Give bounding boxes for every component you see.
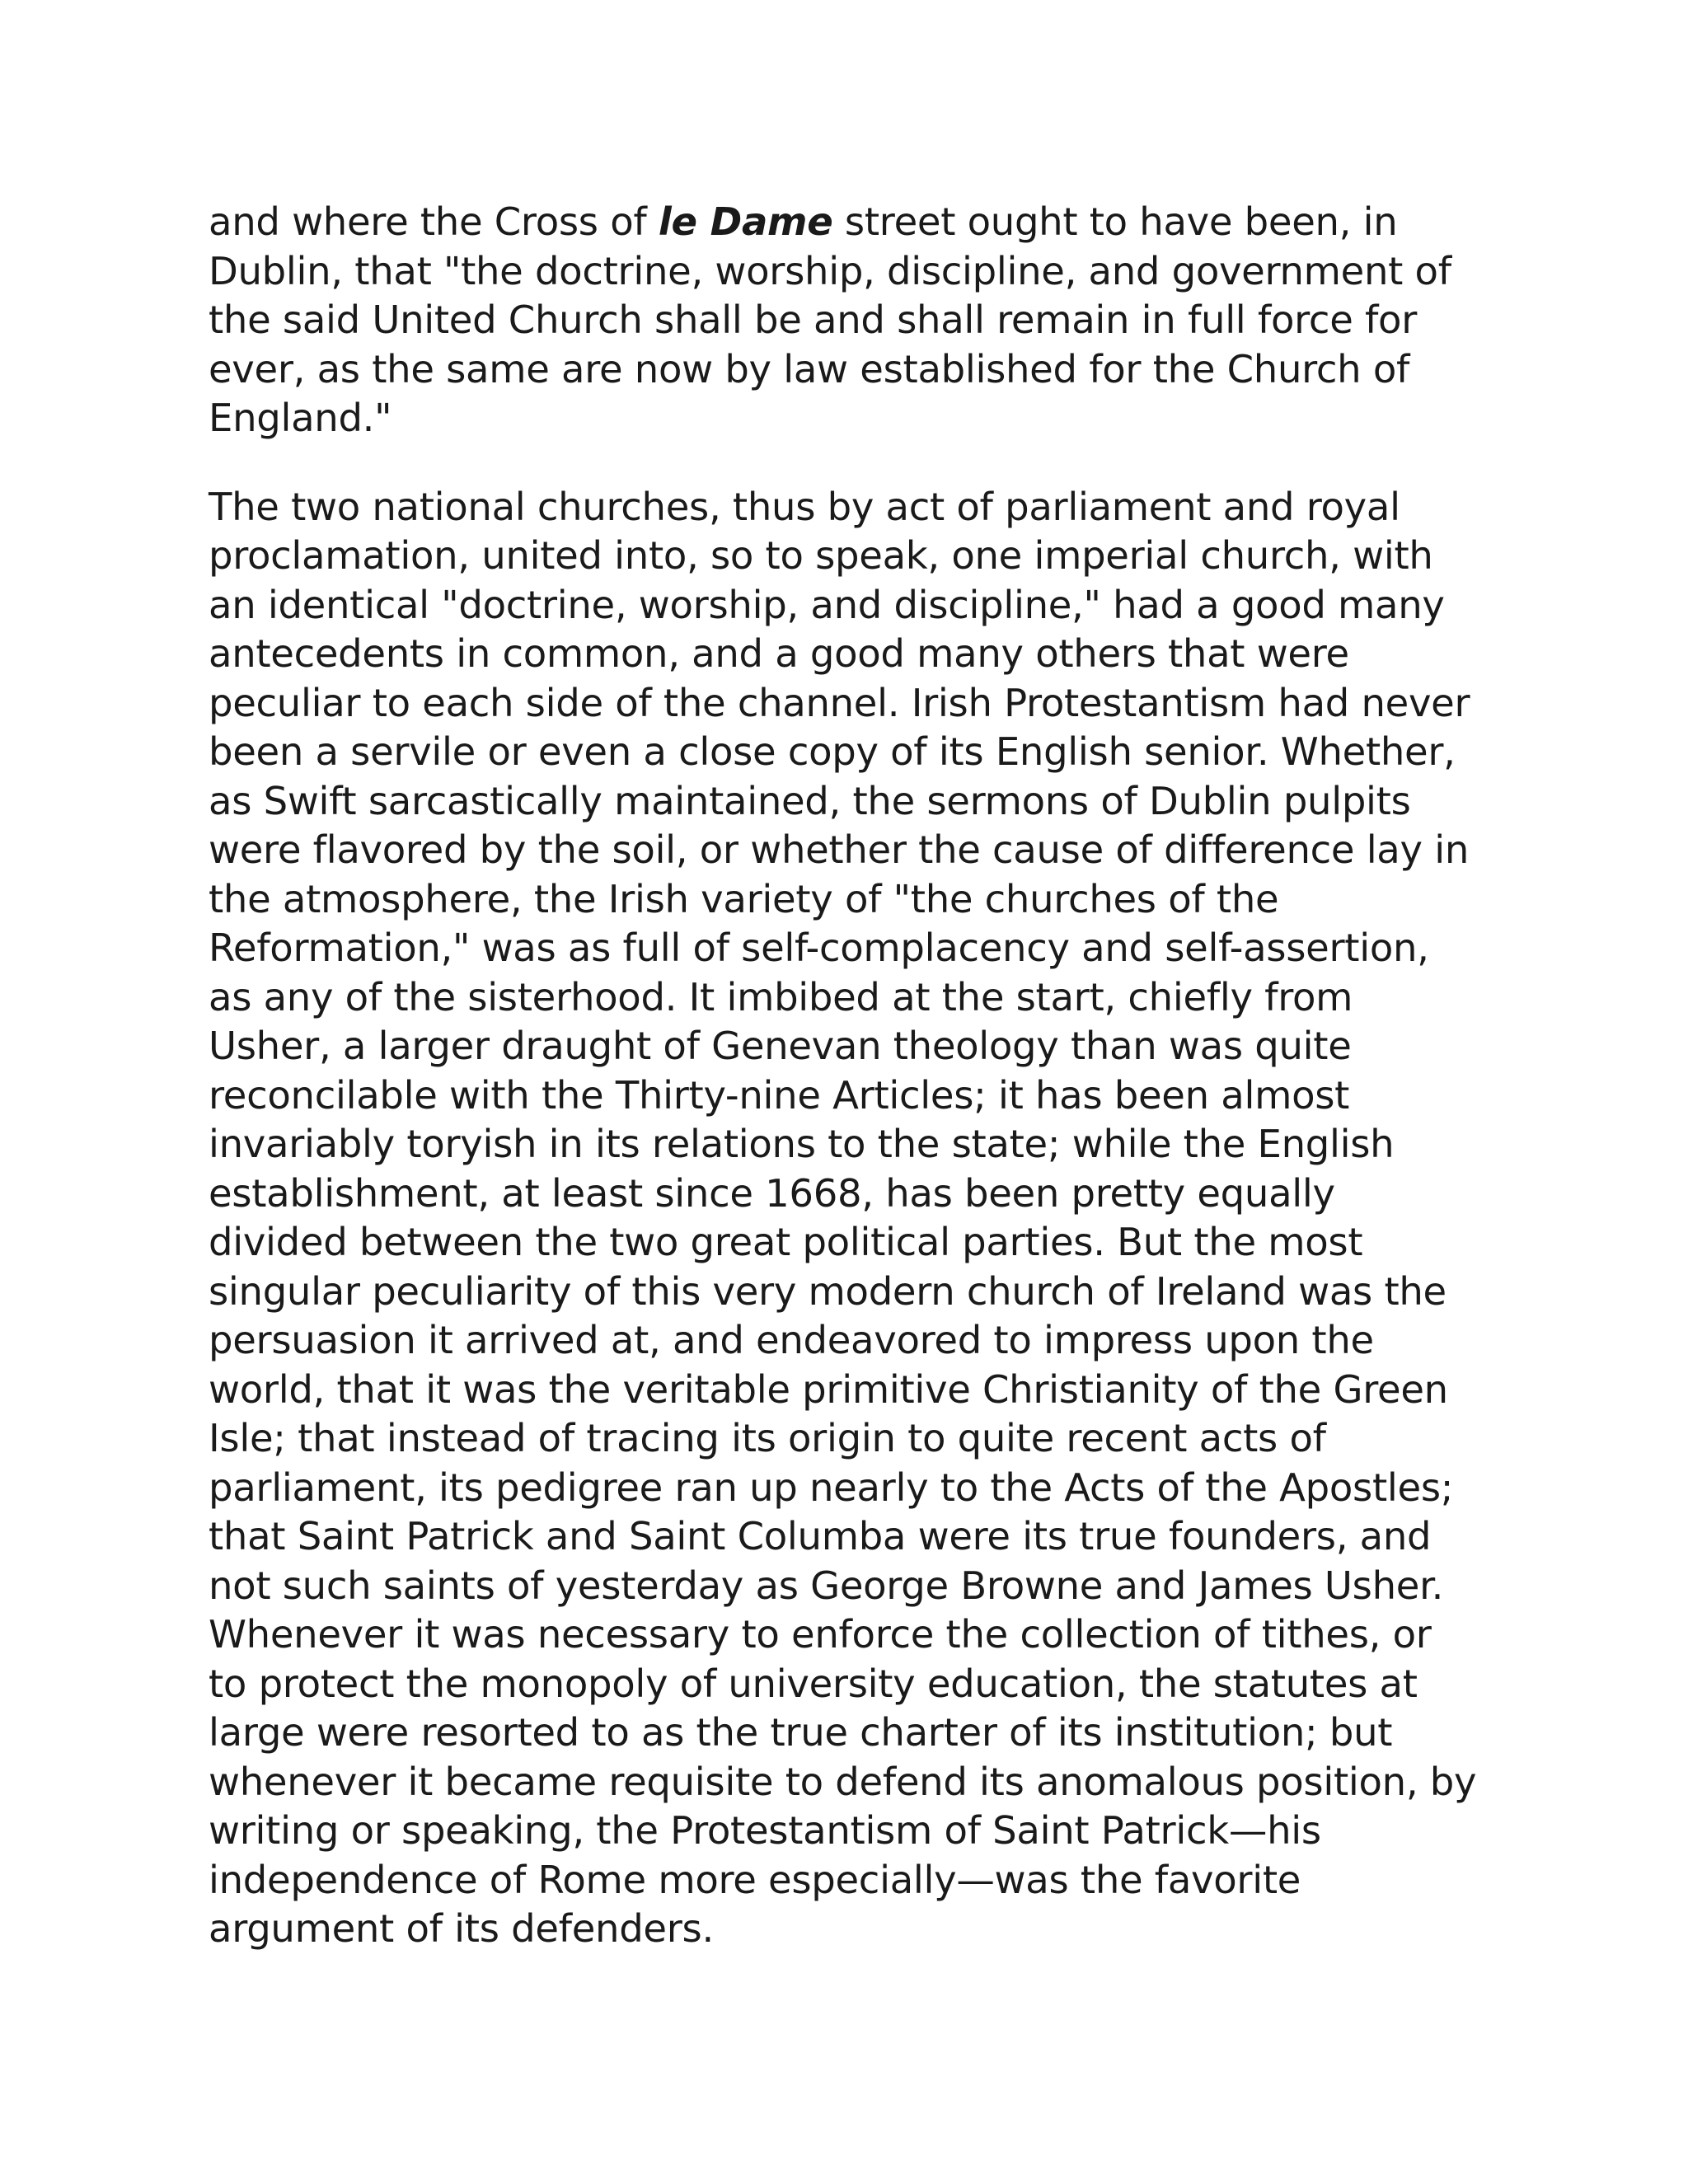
paragraph-2: The two national churches, thus by act of parliament and royal proclamation, united into, so to speak, one imperial church, with an identical "doctrine, worship, and discipline," had a good many antecedents in common, and a good many others that were peculiar to each side of the channel. Irish Protestantism had never been a servile or even a close copy of its English senior. Whether, as Swift sarcastically maintained, the sermons of Dublin pulpits were flavored by the soil, or whether the cause of difference lay in the atmosphere, the Irish variety of "the churches of the Reformation," was as full of self-complacency and self-assertion, as any of the sisterhood. It imbibed at the start, chiefly from Usher, a larger draught of Genevan theology than was quite reconcilable with the Thirty-nine Articles; it has been almost invariably toryish in its relations to the state; while the English establishment, at least since 1668, has been pretty equally divided between the two great political parties. But the most singular peculiarity of this very modern church of Ireland was the persuasion it arrived at, and endeavored to impress upon the world, that it was the veritable primitive Christianity of the Green Isle; that instead of tracing its origin to quite recent acts of parliament, its pedigree ran up nearly to the Acts of the Apostles; that Saint Patrick and Saint Columba were its true founders, and not such saints of yesterday as George Browne and James Usher. Whenever it was necessary to enforce the collection of tithes, or to protect the monopoly of university education, the statutes at large were resorted to as the true charter of its institution; but whenever it became requisite to defend its anomalous position, by writing or speaking, the Protestantism of Saint Patrick—his independence of Rome more especially—was the favorite argument of its defenders. <box>209 484 1477 1951</box>
paragraph-1-text-after: street ought to have been, in Dublin, that "the doctrine, worship, discipline, and government of the said United Church shall be and shall remain in full force for ever, as the same are now by law established for the Church of England." <box>209 199 1451 440</box>
paragraph-1-emphasis: le Dame <box>658 199 833 244</box>
paragraph-1 <box>209 198 1478 443</box>
paragraph-1-text-before: and where the Cross of <box>209 199 659 244</box>
document-page <box>209 198 1478 1994</box>
